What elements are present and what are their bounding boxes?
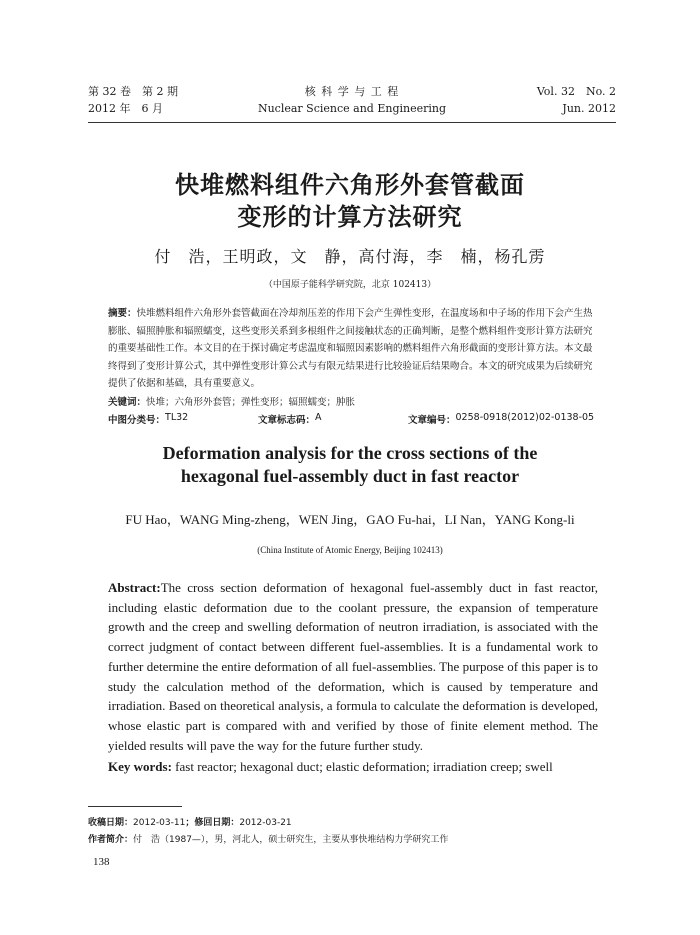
- article-no-label: 文章编号：: [408, 415, 456, 426]
- header-journal-en: Nuclear Science and Engineering: [257, 102, 447, 115]
- header-rule: [88, 122, 616, 123]
- footnote-author: [88, 832, 448, 845]
- cn-abstract-label: 摘要：: [108, 308, 137, 319]
- header-volume-en: Vol. 32 No. 2: [536, 85, 616, 98]
- page-number: 138: [93, 856, 110, 868]
- cn-keywords: [108, 394, 598, 412]
- revised-label: ；修回日期：: [185, 818, 240, 828]
- header-date-en: Jun. 2012: [562, 102, 616, 115]
- en-abstract-text: The cross section deformation of hexagonal fuel-assembly duct in fast reactor, including elastic deformation due to the coolant pressure, the expansion of temperature growth and the creep and swelling deformation of neutron irradiation, is associated with the correct judgment of contact between different fuel-assemblies. It is a fundamental work to further determine the entire deformation of all fuel-assemblies. The purpose of this paper is to study the calculation method of the deformation, which is caused by temperature and irradiation. Based on theoretical analysis, a formula to calculate the deformation is developed, whose elastic part is compared with and verified by those of finite element method. The yielded results will pave the way for the future further study.: [108, 580, 598, 753]
- cn-authors: 付 浩，王明政，文 静，高付海，李 楠，杨孔雳: [154, 247, 546, 266]
- en-abstract-label: Abstract:: [108, 580, 161, 595]
- en-keywords-label: Key words:: [108, 759, 172, 774]
- footnote-rule: [88, 806, 182, 807]
- en-keywords: [108, 759, 598, 775]
- cn-keywords-label: 关键词：: [108, 397, 147, 408]
- cn-abstract: [108, 305, 598, 393]
- header-year-cn: 2012 年 6 月: [88, 102, 163, 115]
- cn-title-line1: 快堆燃料组件六角形外套管截面: [175, 171, 525, 199]
- header-volume-cn: 第 32 卷 第 2 期: [88, 85, 178, 98]
- en-abstract: [108, 578, 598, 755]
- received-label: 收稿日期：: [88, 818, 134, 828]
- cn-title-line2: 变形的计算方法研究: [237, 203, 463, 231]
- footnote-dates: [88, 815, 292, 828]
- en-keywords-text: fast reactor; hexagonal duct; elastic deformation; irradiation creep; swell: [175, 759, 553, 774]
- running-header: [88, 84, 616, 122]
- en-title-line1: Deformation analysis for the cross sections of the: [162, 443, 538, 463]
- author-bio-label: 作者简介：: [88, 835, 134, 845]
- en-authors: FU Hao，WANG Ming-zheng，WEN Jing，GAO Fu-hai，LI Nan，YANG Kong-li: [125, 512, 575, 527]
- author-bio: 付 浩（1987—），男，河北人，硕士研究生，主要从事快堆结构力学研究工作: [133, 835, 449, 845]
- clc-label: 中图分类号：: [108, 415, 166, 426]
- article-no-value: 0258-0918(2012)02-0138-05: [455, 412, 595, 423]
- classification-line: [108, 412, 598, 426]
- cn-keywords-text: 快堆；六角形外套管；弹性变形；辐照蠕变；肿胀: [146, 397, 356, 408]
- received-date: 2012-03-11: [133, 818, 186, 828]
- clc-value: TL32: [165, 412, 189, 423]
- en-affiliation: (China Institute of Atomic Energy, Beijing 102413): [257, 545, 443, 555]
- header-journal-cn: 核 科 学 与 工 程: [304, 85, 400, 98]
- cn-affiliation: （中国原子能科学研究院，北京 102413）: [263, 280, 437, 290]
- doc-code-value: A: [315, 412, 322, 423]
- revised-date: 2012-03-21: [239, 818, 292, 828]
- en-title-line2: hexagonal fuel-assembly duct in fast reactor: [180, 466, 520, 486]
- doc-code-label: 文章标志码：: [258, 415, 316, 426]
- cn-abstract-text: 快堆燃料组件六角形外套管截面在冷却剂压差的作用下会产生弹性变形，在温度场和中子场的作用下会产生热膨胀、辐照肿胀和辐照蠕变，这些变形关系到多根组件之间接触状态的正确判断，是整个燃料组件变形计算方法研究的重要基础性工作。本文目的在于探讨确定考虑温度和辐照因素影响的燃料组件六角形截面的变形计算方法。本文最终得到了变形计算公式，其中弹性变形计算公式与有限元结果进行比较验证后结果吻合。本文的研究成果为后续研究提供了依据和基础，具有重要意义。: [108, 308, 593, 389]
